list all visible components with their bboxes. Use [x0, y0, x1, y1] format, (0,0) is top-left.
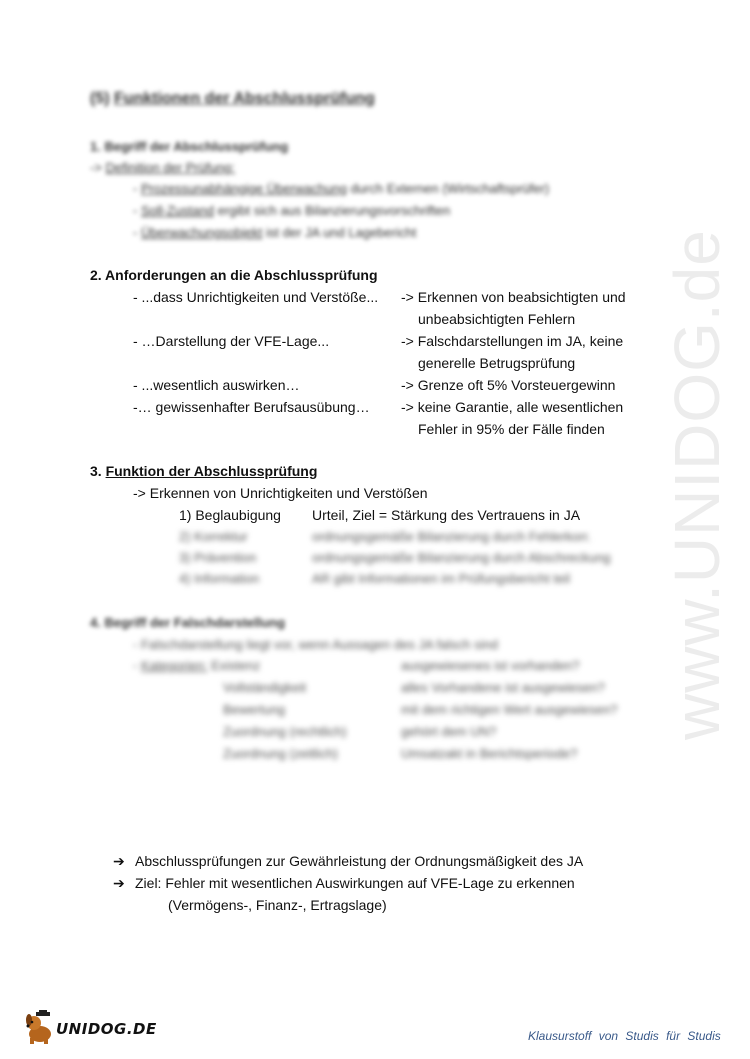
- function-name-2: 2) Korrektur: [179, 529, 248, 544]
- title-text: Funktionen der Abschlussprüfung: [114, 90, 375, 107]
- section3-number: 3.: [90, 463, 102, 479]
- section3-title: Funktion der Abschlussprüfung: [105, 463, 318, 479]
- category-question-1: ausgewiesenes ist vorhanden?: [401, 658, 580, 673]
- section2-left-2: - …Darstellung der VFE-Lage...: [133, 333, 330, 349]
- dash: -: [133, 203, 138, 218]
- section1-definition-link[interactable]: Definition der Prüfung:: [105, 160, 235, 175]
- function-desc-2: ordnungsgemäße Bilanzierung durch Fehlerkorr.: [312, 529, 591, 544]
- section1-heading: 1. Begriff der Abschlussprüfung: [90, 139, 289, 154]
- watermark: www.UNIDOG.de: [661, 229, 733, 740]
- category-question-5: Umsatzakt in Berichtsperiode?: [401, 746, 578, 761]
- function-desc-1: Urteil, Ziel = Stärkung des Vertrauens in JA: [312, 507, 581, 523]
- section2-right-2: -> Falschdarstellungen im JA, keine: [401, 333, 624, 349]
- dash: -: [133, 225, 138, 240]
- section2-heading: 2. Anforderungen an die Abschlussprüfung: [90, 267, 378, 283]
- conclusion-2: Ziel: Fehler mit wesentlichen Auswirkungen auf VFE-Lage zu erkennen: [135, 875, 575, 891]
- section2-right-4: -> keine Garantie, alle wesentlichen: [401, 399, 624, 415]
- section3-intro: -> Erkennen von Unrichtigkeiten und Verstößen: [133, 485, 428, 501]
- conclusion-1: Abschlussprüfungen zur Gewährleistung der Ordnungsmäßigkeit des JA: [135, 853, 584, 869]
- kategorien-label: Kategorien:: [140, 658, 208, 673]
- section1-item-link[interactable]: Überwachungsobjekt: [140, 225, 263, 240]
- section3-heading: [90, 460, 317, 482]
- section2-cont-4: Fehler in 95% der Fälle finden: [418, 421, 605, 437]
- category-name-2: Vollständigkeit: [223, 680, 307, 695]
- section4-heading: 4. Begriff der Falschdarstellung: [90, 615, 286, 630]
- dash: -: [133, 181, 138, 196]
- function-name-1: 1) Beglaubigung: [179, 507, 281, 523]
- section1-intro: [90, 157, 235, 179]
- function-name-4: 4) Information: [179, 571, 260, 586]
- category-name-4: Zuordnung (rechtlich): [223, 724, 347, 739]
- function-name-3: 3) Prävention: [179, 550, 257, 565]
- section1-item-text: durch Externen (Wirtschaftsprüfer): [350, 181, 550, 196]
- function-desc-3: ordnungsgemäße Bilanzierung durch Abschreckung: [312, 550, 611, 565]
- category-name-3: Bewertung: [223, 702, 286, 717]
- category-question-3: mit dem richtigen Wert ausgewiesen?: [401, 702, 618, 717]
- category-question-4: gehört dem UN?: [401, 724, 497, 739]
- section1-item-link[interactable]: Prozessunabhängige Überwachung: [140, 181, 347, 196]
- category-question-2: alles Vorhandene ist ausgewiesen?: [401, 680, 605, 695]
- footer-tagline: Klausurstoff von Studis für Studis: [528, 1029, 721, 1043]
- section1-item-2: [133, 200, 450, 222]
- section2-left-1: - ...dass Unrichtigkeiten und Verstöße...: [133, 289, 379, 305]
- section1-item-1: [133, 178, 549, 200]
- section1-item-link[interactable]: Soll-Zustand: [140, 203, 214, 218]
- title-prefix: (5): [90, 90, 110, 107]
- logo-text: UNIDOG.DE: [56, 1020, 157, 1038]
- section2-left-4: -… gewissenhafter Berufsausübung…: [133, 399, 370, 415]
- arrow-right-icon: ➔: [113, 853, 125, 869]
- page-title: [90, 88, 375, 110]
- section2-left-3: - ...wesentlich auswirken…: [133, 377, 300, 393]
- function-desc-4: AR gibt Informationen im Prüfungsbericht teil: [312, 571, 570, 586]
- section1-item-text: ergibt sich aus Bilanzierungsvorschriften: [217, 203, 451, 218]
- section2-right-1: -> Erkennen von beabsichtigten und: [401, 289, 626, 305]
- dash: -: [133, 658, 138, 673]
- section1-item-text: ist der JA und Lagebericht: [266, 225, 417, 240]
- section4-kategorien: [133, 655, 260, 677]
- section1-item-3: [133, 222, 416, 244]
- arrow-right-icon: ➔: [113, 875, 125, 891]
- section2-cont-2: generelle Betrugsprüfung: [418, 355, 576, 371]
- section2-right-3: -> Grenze oft 5% Vorsteuergewinn: [401, 377, 616, 393]
- section1-intro-arrow: ->: [90, 160, 102, 175]
- conclusion-2-cont: (Vermögens-, Finanz-, Ertragslage): [168, 897, 387, 913]
- dog-logo-icon: [22, 1010, 58, 1046]
- category-name-1: Existenz: [211, 658, 261, 673]
- section2-cont-1: unbeabsichtigten Fehlern: [418, 311, 576, 327]
- category-name-5: Zuordnung (zeitlich): [223, 746, 338, 761]
- section4-line1: - Falschdarstellung liegt vor, wenn Aussagen des JA falsch sind: [133, 637, 498, 652]
